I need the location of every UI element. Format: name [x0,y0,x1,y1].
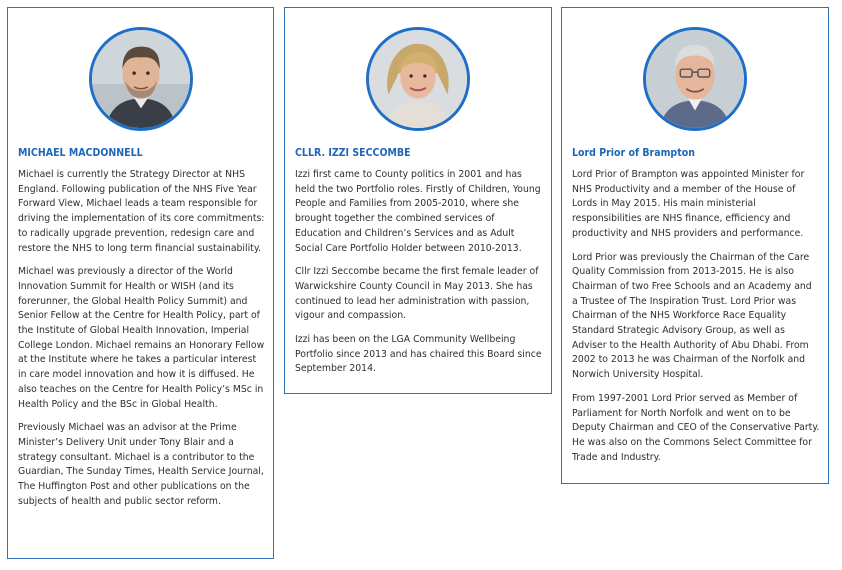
portrait-izzi-icon [369,30,467,128]
bio-paragraph: Izzi has been on the LGA Community Wellbeing Portfolio since 2013 and has chaired this Board since September 2014. [295,334,542,375]
profile-bio [18,168,265,518]
bio-paragraph: Lord Prior of Brampton was appointed Minister for NHS Productivity and a member of the House of Lords in May 2015. His main ministerial responsibilities are NHS finance, efficiency and productivity and NHS providers and performance. [572,169,805,239]
bio-paragraph: Michael was previously a director of the World Innovation Summit for Health or WISH (and its forerunner, the Global Health Policy Summit) and Senior Fellow at the Centre for Health Policy, part of the Institute of Global Health Innovation, Imperial College London. Michael remains an Honorary Fellow at the Institute where he takes a particular interest in care model innovation and how it is diffused. He also teaches on the Centre for Health Policy’s MSc in Health Policy and the BSc in Global Health. [18,266,265,410]
profile-bio [572,168,820,474]
profile-card-lord-prior [561,7,829,484]
profile-name: Lord Prior of Brampton [572,147,695,159]
avatar [89,27,193,131]
bio-paragraph: From 1997-2001 Lord Prior served as Member of Parliament for North Norfolk and went on to be Deputy Chairman and CEO of the Conservative Party. He was also on the Commons Select Committee for Trade and Industry. [572,392,820,463]
profile-card-michael-macdonnell [7,7,274,559]
profile-name: CLLR. IZZI SECCOMBE [295,147,411,159]
bio-paragraph: Previously Michael was an advisor at the Prime Minister’s Delivery Unit under Tony Blair and a strategy consultant. Michael is a contributor to the Guardian, The Sunday Times, Health Service Journal, The Huffington Post and other publications on the subjects of health and public sector reform. [18,422,264,507]
bio-paragraph: Cllr Izzi Seccombe became the first female leader of Warwickshire County Council in May 2013. She has continued to lead her administration with passion, vigour and compassion. [295,266,539,322]
bio-paragraph: Michael is currently the Strategy Director at NHS England. Following publication of the NHS Five Year Forward View, Michael leads a team responsible for driving the implementation of its core commitments: to radically upgrade prevention, redesign care and restore the NHS to long term financial sustainability. [18,169,265,254]
bio-paragraph: Izzi first came to County politics in 2001 and has held the two Portfolio roles. Firstly of Children, Young People and Families from 2005-2010, where she brought together the combined services of Education and Children’s Services and as Adult Social Care Portfolio Holder between 2010-2013. [295,169,541,254]
profile-card-izzi-seccombe [284,7,552,394]
avatar [366,27,470,131]
portrait-michael-icon [92,30,190,128]
bio-paragraph: Lord Prior was previously the Chairman of the Care Quality Commission from 2013-2015. He is also Chairman of two Free Schools and an Academy and a Trustee of The Inspiration Trust. Lord Prior was Chairman of the NHS Workforce Race Equality Standard Strategic Advisory Group, as well as Adviser to the Health Authority of Abu Dhabi. From 2002 to 2013 he was Chairman of the Norfolk and Norwich University Hospital. [572,251,812,381]
profile-bio [295,168,543,386]
avatar [643,27,747,131]
portrait-lord-prior-icon [646,30,744,128]
profile-name: MICHAEL MACDONNELL [18,147,143,159]
